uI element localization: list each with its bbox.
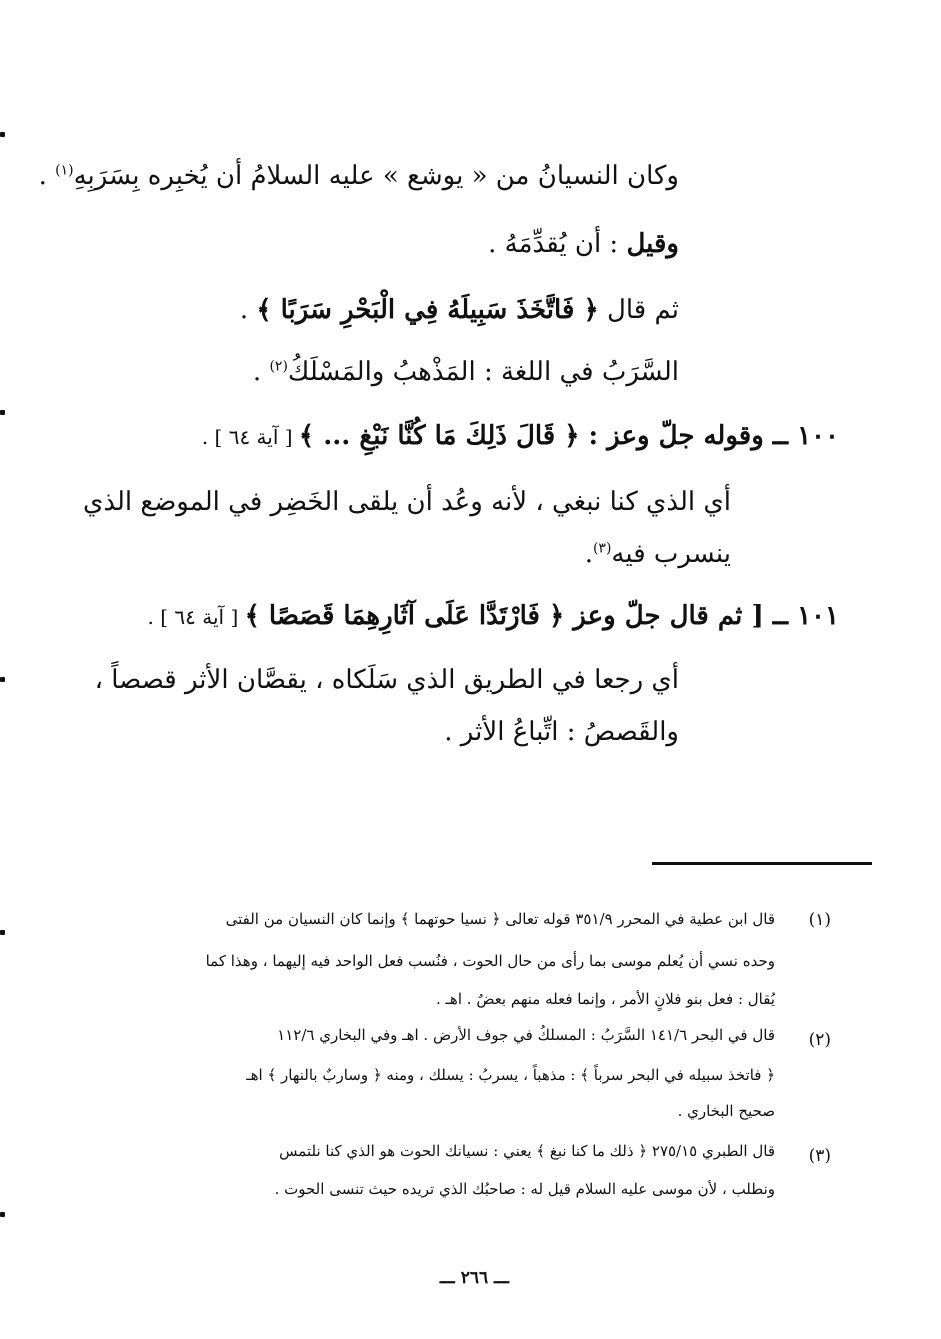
quran-quote: ﴿ قَالَ ذَلِكَ مَا كُنَّا نَبْغِ ... ﴾ [298, 421, 580, 451]
section-heading-101: ١٠١ ــ [ ثم قال جلّ وعز ﴿ فَارْتَدَّا عَلَى آثَارِهِمَا قَصَصًا ﴾ [ آية ٦٤ ] . [147, 601, 839, 631]
text-line: أي رجعا في الطريق الذي سَلَكاه ، يقصَّان الأثر قصصاً ، [94, 665, 679, 695]
text-line: أي الذي كنا نبغي ، لأنه وعُد أن يلقى الخَضِر في الموضع الذي [82, 487, 731, 517]
footnote-separator [652, 862, 872, 865]
margin-mark [0, 410, 5, 415]
footnote-number: (٢) [808, 1030, 831, 1050]
text-line: ينسرب فيه$^{(٣)}$. [584, 539, 731, 569]
text-line: وكان النسيانُ من « يوشع » عليه السلامُ أن يُخبِره بِسَرَبِهِ$^{(١)}$ . [38, 161, 679, 191]
footnote-line: يُقال : فعل بنو فلانٍ الأمر ، وإنما فعله منهم بعضٌ . اهـ . [436, 990, 775, 1008]
footnote-line: قال الطبري ٢٧٥/١٥ ﴿ ذلك ما كنا نبغ ﴾ يعني : نسيانك الحوت هو الذي كنا نلتمس [279, 1142, 775, 1160]
quran-quote: ﴿ فَارْتَدَّا عَلَى آثَارِهِمَا قَصَصًا ﴾ [244, 601, 565, 631]
footnote-line: قال في البحر ١٤١/٦ السَّرَبُ : المسلكُ في جوف الأرض . اهـ وفي البخاري ١١٢/٦ [277, 1026, 775, 1044]
footnote-line: ونطلب ، لأن موسى عليه السلام قيل له : صاحبُك الذي تريده حيث تنسى الحوت . [274, 1180, 775, 1198]
margin-mark [0, 677, 5, 682]
text-line: والقَصصُ : اتِّباعُ الأثر . [444, 717, 679, 747]
margin-mark [0, 1212, 5, 1217]
page-number: ـــ ٢٦٦ ـــ [439, 1268, 509, 1288]
section-heading-100: ١٠٠ ــ وقوله جلّ وعز : ﴿ قَالَ ذَلِكَ مَا كُنَّا نَبْغِ ... ﴾ [ آية ٦٤ ] . [201, 421, 839, 451]
text-line: السَّرَبُ في اللغة : المَذْهبُ والمَسْلَكُ$^{(٢)}$ . [252, 357, 679, 387]
text-line: وقيل : أن يُقدِّمَهُ . [488, 229, 679, 259]
margin-mark [0, 132, 5, 137]
text-line: ثم قال ﴿ فَاتَّخَذَ سَبِيلَهُ فِي الْبَحْرِ سَرَبًا ﴾ . [239, 295, 679, 325]
footnote-line: ﴿ فاتخذ سبيله في البحر سرباً ﴾ : مذهباً ، يسربُ : يسلك ، ومنه ﴿ وساربٌ بالنهار ﴾ اهـ [246, 1066, 775, 1084]
quran-quote: ﴿ فَاتَّخَذَ سَبِيلَهُ فِي الْبَحْرِ سَرَبًا ﴾ [256, 295, 599, 325]
margin-mark [0, 930, 5, 935]
footnote-number: (١) [808, 910, 831, 930]
footnote-line: صحيح البخاري . [677, 1102, 775, 1120]
footnote-line: قال ابن عطية في المحرر ٣٥١/٩ قوله تعالى ﴿ نسيا حوتهما ﴾ وإنما كان النسيان من الفتى [225, 910, 775, 928]
footnote-line: وحده نسي أن يُعلم موسى بما رأى من حال الحوت ، فنُسب فعل الواحد فيه إليهما ، وهذا كما [205, 952, 775, 970]
footnote-number: (٣) [808, 1146, 831, 1166]
